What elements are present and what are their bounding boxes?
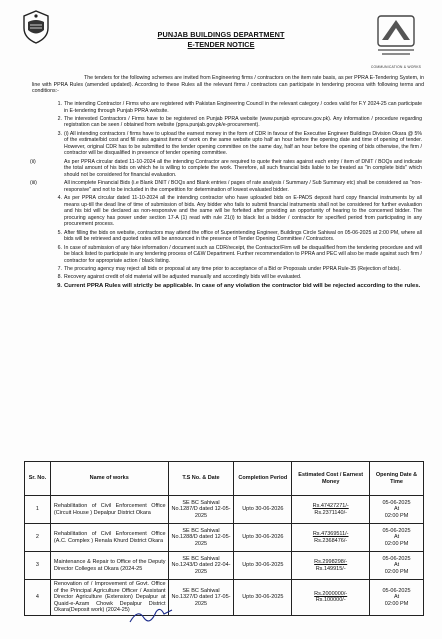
term-item (44, 101, 422, 114)
term-number: 6. (57, 244, 62, 251)
opening-date: 05-06-2025 (382, 527, 411, 534)
term-item (30, 158, 422, 179)
sr-cell: 2 (25, 524, 51, 552)
column-header: T.S No. & Date (168, 462, 234, 496)
opening-cell (370, 524, 424, 552)
column-header: Opening Date & Time (370, 462, 424, 496)
table-header-row (25, 462, 424, 496)
table-row (25, 524, 424, 552)
opening-at: At (393, 506, 400, 513)
opening-time: 02:00 PM (384, 540, 409, 547)
terms-list (30, 101, 422, 292)
earnest-money: Rs.100000/- (315, 597, 346, 604)
cost-cell (292, 580, 370, 616)
term-number: 2. (57, 115, 62, 122)
estimated-cost: Rs.2000000/- (314, 590, 348, 597)
term-item (44, 230, 422, 243)
opening-at: At (393, 594, 400, 600)
term-text: The intending Contractor / Firms who are registered with Pakistan Engineering Council in the relevant category / codes valid for F.Y 2024-25 can participate in E-tendering through Punjab PPRA website. (64, 101, 422, 114)
term-text: As per PPRA circular dated 11-10-2024 all the intending contractor who have uploaded bids on E-PADS deposit hard copy financial instruments by all means up-till the dead line of time of submission of bids. Any bidder who fails to submit financial instruments shall not be considered for further evaluation and his bid will be declared as non-responsive and the same will be forfeited after providing an opportunity of hearing to the concerned bidder. The procuring agency has power under section 17-A (1) read with rule 21(i) to black list a bidder / contractor for specified period from participating in any procurement process. (64, 195, 422, 228)
term-number: 4. (57, 195, 62, 202)
notice-header (0, 30, 442, 49)
ts-cell: SE BC Sahiwal No.1243/D dated 22-04- 2025 (168, 552, 234, 580)
column-header: Estimated Cost / Earnest Money (292, 462, 370, 496)
opening-time: 02:00 PM (384, 568, 409, 575)
term-number: 9. (57, 282, 62, 289)
period-cell: Upto 30-06-2026 (234, 524, 292, 552)
column-header: Name of works (50, 462, 168, 496)
term-text: Recovery against credit of old material will be adjusted manually and accordingly bids will be evaluated. (64, 274, 302, 281)
ts-cell: SE BC Sahiwal No.1327/D dated 17-05- 2025 (168, 580, 234, 616)
period-cell: Upto 30-06-2025 (234, 552, 292, 580)
term-item (44, 131, 422, 157)
estimated-cost: Rs.47427271/- (312, 503, 349, 509)
term-number: (ii) (30, 158, 36, 165)
department-title: PUNJAB BUILDINGS DEPARTMENT (157, 30, 285, 39)
estimated-cost: Rs.2998298/- (314, 559, 348, 565)
opening-at: At (393, 534, 400, 541)
opening-cell (370, 552, 424, 580)
term-text: All incomplete Financial Bids (i.e Blank DNIT / BOQs and Blank entries / pages of rate analysis / Summary / Sub Summary etc) shall be considered as "non-responsive" and not to be included in the competition for determination of lowest evaluated bidder. (64, 180, 422, 193)
term-number: 1. (57, 101, 62, 107)
term-text: Current PPRA Rules will strictly be applicable. In case of any violation the contractor bid will be rejected according to the rules. (64, 282, 421, 289)
work-cell: Rehabilitation of Civil Enforcement Office (Circuit House ) Depalpur District Okara (50, 496, 168, 524)
signature-mark-icon (128, 604, 174, 626)
earnest-money: Rs.2371140/- (314, 509, 347, 516)
ts-cell: SE BC Sahiwal No.1288/D dated 12-05-2025 (168, 524, 234, 552)
term-item (44, 245, 422, 265)
sr-cell: 4 (25, 580, 51, 616)
term-item (44, 116, 422, 129)
term-number: 5. (57, 229, 62, 236)
term-item (30, 180, 422, 193)
opening-cell (370, 580, 424, 616)
column-header: Sr. No. (25, 462, 51, 496)
estimated-cost: Rs.47369511/- (312, 531, 349, 537)
logo-tagline: COMMUNICATION & WORKS (370, 65, 422, 69)
term-text: As per PPRA circular dated 11-10-2024 all the intending Contractor are required to quote their rates against each entry / item of DNIT / BOQs and indicate the total amount of his bids on which he is willing to complete the work. Therefore, all such financial bids liable to be treated as "in complete bids" which should not be considered for financial evaluation. (64, 158, 422, 178)
term-text: In case of submission of any fake information / document such as CDR/receipt, the Contractor/Firm will be disqualified from the tendering procedure and will be black listed to participate in any tendering process of C&W Department. Further recommendation to PPRA and PEC will also be made against such firm / contractor for appropriate action / black listing. (64, 244, 422, 264)
term-text: After filling the bids on website, contractors may attend the office of Superintending Engineer, Buildings Circle Sahiwal on 05-06-2025 at 2:00 PM, where all bids will be retrieved and quoted rates will be announced in the presence of Tender Opening Committee / Contractors. (64, 229, 422, 243)
sr-cell: 1 (25, 496, 51, 524)
cost-cell (292, 496, 370, 524)
column-header: Completion Period (234, 462, 292, 496)
opening-time: 02:00 PM (384, 512, 409, 519)
term-item-final (44, 283, 422, 290)
opening-cell (370, 496, 424, 524)
cost-cell (292, 524, 370, 552)
term-item (44, 195, 422, 228)
term-text: The interested Contractors / Firms have to be registered on Punjab PPRA website (www.punjab eprocure.gov.pk). Any information / procedure regarding registration can be seen / obtained from website (ppra.punjab.gov.pk/e-procurement). (64, 115, 422, 129)
notice-title: E-TENDER NOTICE (187, 40, 255, 49)
ts-cell: SE BC Sahiwal No.1287/D dated 12-05-2025 (168, 496, 234, 524)
intro-paragraph: The tenders for the following schemes are invited from Engineering firms / contractors on the item rate basis, as per PPRA E-Tendering System, in line with PPRA Rules (amended updated). According to these Rules all the relevant firms / contractors can participate in tendering process with following terms and conditions:- (32, 75, 424, 94)
sr-cell: 3 (25, 552, 51, 580)
work-cell: Renovation of / Improvement of Govt. Office of the Principal Agriculture Officer / Assistant Director Agriculture (Extension) Depalpur at Quaid-e-Azam Chowk Depalpur District Okara(Deposit work) (2024-25) (50, 580, 168, 616)
term-text: (i) All intending contractors / firms have to upload the earnest money in the form of CDR in favour of the Executive Engineer Buildings Division Okara @ 5% of the estimate/bid cost and fill rates against items of work on the same website upto half an hour before the opening date and time of opening of tender. However, original CDR has to be submitted to the tender opening committee on the same day, half an hour before the opening of bids otherwise, the firm / contractor will be disqualified in presence of tender opening committee. (64, 130, 422, 157)
earnest-money: Rs.2368476/- (314, 537, 348, 544)
table-row (25, 580, 424, 616)
term-number: 8. (57, 274, 62, 281)
opening-at: At (393, 562, 400, 569)
table-row (25, 552, 424, 580)
term-number: 7. (57, 265, 62, 272)
term-number: 3. (57, 130, 62, 137)
table-row (25, 496, 424, 524)
opening-date: 05-06-2025 (382, 555, 411, 562)
term-text: The procuring agency may reject all bids or proposal at any time prior to acceptance of a Bid or Proposals under PPRA Rule-35 (Rejection of bids). (64, 265, 401, 272)
opening-date: 05-06-2025 (382, 499, 411, 506)
period-cell: Upto 30-06-2025 (234, 580, 292, 616)
earnest-money: Rs.149915/- (315, 565, 346, 572)
term-number: (iii) (30, 180, 37, 187)
cost-cell (292, 552, 370, 580)
term-item (44, 274, 422, 281)
works-table (24, 461, 424, 616)
opening-date: 05-06-2025 (382, 587, 411, 594)
term-item (44, 266, 422, 273)
period-cell: Upto 30-06-2026 (234, 496, 292, 524)
work-cell: Maintenance & Repair to Office of the Deputy Director Colleges at Okara (2024-25 (50, 552, 168, 580)
opening-time: 02:00 PM (384, 600, 409, 607)
work-cell: Rehabilitation of Civil Enforcement Office (A.C. Complex ) Renala Khurd District Okara (50, 524, 168, 552)
